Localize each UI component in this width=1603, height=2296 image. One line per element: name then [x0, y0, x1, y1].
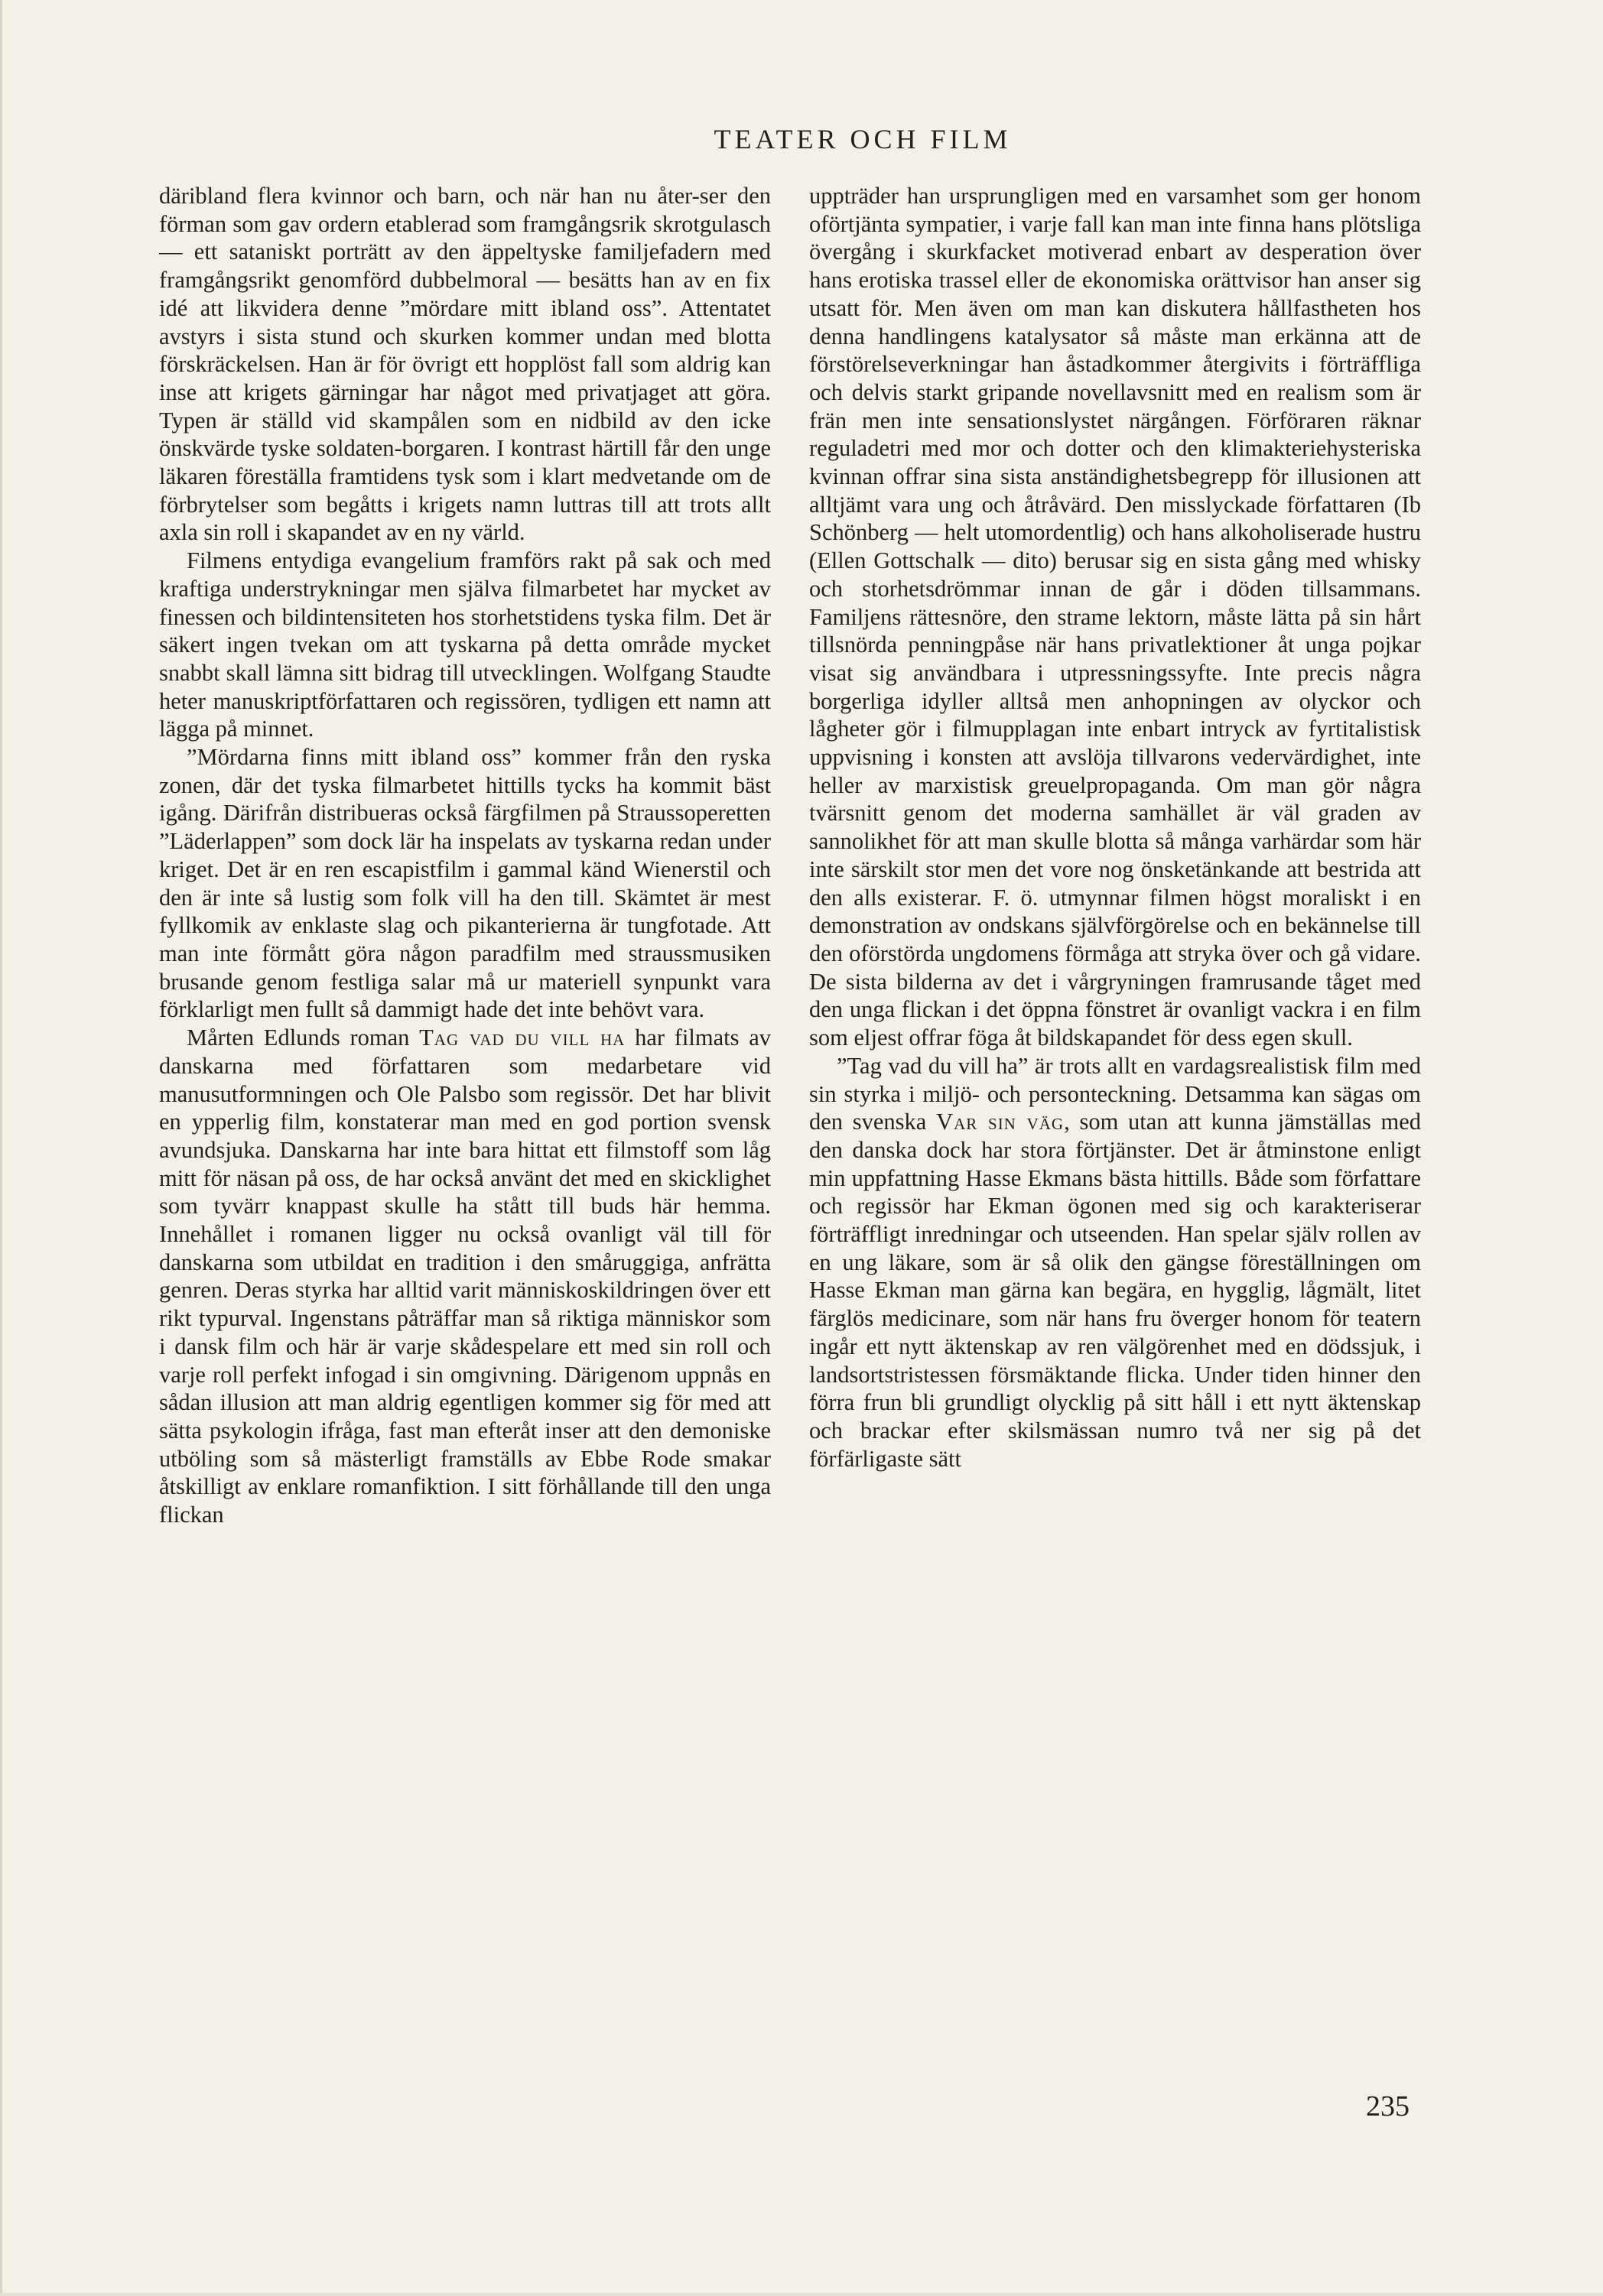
- paragraph-left-3: ”Mördarna finns mitt ibland oss” kommer från den ryska zonen, där det tyska filmarbetet hittills tycks ha kommit bäst igång. Därifrån distribueras också färgfilmen på Straussoperetten ”Läderlappen” som dock lär ha inspelats av tyskarna redan under kriget. Det är en ren escapistfilm i gammal känd Wienerstil och den är inte så lustig som folk vill ha den till. Skämtet är mest fyllkomik av enklaste slag och pikanterierna är tungfotade. Att man inte förmått göra någon paradfilm med straussmusiken brusande genom festliga salar må ur materiell synpunkt vara förklarligt men fullt så dammigt hade det inte behövt vara.: [159, 744, 771, 1023]
- page-edge-shadow: [0, 0, 2, 2296]
- page-number: 235: [1366, 2090, 1410, 2122]
- paragraph-left-4-lead: Mårten Edlunds roman: [187, 1025, 420, 1051]
- running-title: TEATER OCH FILM: [714, 124, 1012, 154]
- paragraph-left-1: däribland flera kvinnor och barn, och när han nu åter-ser den förman som gav ordern etablerad som framgångsrik skrotgulasch — ett sataniskt porträtt av den äppeltyske familjefadern med framgångsrikt genomförd dubbelmoral — besätts han av en fix idé att likvidera denne ”mördare mitt ibland oss”. Attentatet avstyrs i sista stund och skurken kommer undan med blotta förskräckelsen. Han är för övrigt ett hopplöst fall som aldrig kan inse att krigets gärningar har något med privatjaget att göra. Typen är ställd vid skampålen som en nidbild av den icke önskvärde tyske soldaten-borgaren. I kontrast härtill får den unge läkaren föreställa framtidens tysk som i klart medvetande om de förbrytelser som begåtts i krigets namn luttras till att trots allt axla sin roll i skapandet av en ny värld.: [159, 183, 771, 546]
- paragraph-right-2: [809, 1052, 1421, 1473]
- left-text-column: [159, 182, 771, 1529]
- film-title-var-sin-vag: Var sin väg: [936, 1109, 1065, 1135]
- film-title-tag-vad-du-vill-ha: Tag vad du vill ha: [419, 1025, 626, 1051]
- paragraph-left-2: Filmens entydiga evangelium framförs rakt på sak och med kraftiga understrykningar men själva filmarbetet har mycket av finessen och bildintensiteten hos storhetstidens tyska film. Det är säkert ingen tvekan om att tyskarna på detta område mycket snabbt skall lämna sitt bidrag till utvecklingen. Wolfgang Staudte heter manuskriptförfattaren och regissören, tydligen ett namn att lägga på minnet.: [159, 547, 771, 742]
- paragraph-right-1: uppträder han ursprungligen med en varsamhet som ger honom oförtjänta sympatier, i varje fall kan man inte finna hans plötsliga övergång i skurkfacket motiverad enbart av desperation över hans erotiska trassel eller de ekonomiska orättvisor han anser sig utsatt för. Men även om man kan diskutera hållfastheten hos denna handlingens katalysator så måste man erkänna att de förstörelseverkningar han åstadkommer återgivits i förträffliga och delvis starkt gripande novellavsnitt med en realism som är frän men inte sensationslystet närgången. Förföraren räknar reguladetri med mor och dotter och den klimakteriehysteriska kvinnan offrar sina sista anständighetsbegrepp för illusionen att alltjämt vara ung och åtråvärd. Den misslyckade författaren (Ib Schönberg — helt utomordentlig) och hans alkoholiserade hustru (Ellen Gottschalk — dito) berusar sig en sista gång med whisky och storhetsdrömmar innan de går i döden tillsammans. Familjens rättesnöre, den strame lektorn, måste lätta på sin hårt tillsnörda penningpåse när hans privatlektioner åt unga pojkar visat sig användbara i utpressningssyfte. Inte precis några borgerliga idyller alltså men anhopningen av olyckor och lågheter gör i filmupplagan inte enbart intryck av fyrtitalistisk uppvisning i konsten att avslöja tillvarons vedervärdighet, inte heller av marxistisk greuelpropaganda. Om man gör några tvärsnitt genom det moderna samhället är väl graden av sannolikhet för att man skulle blotta så många varhärdar som här inte särskilt stor men det vore nog önsketänkande att bestrida att den alls existerar. F. ö. utmynnar filmen högst moraliskt i en demonstration av ondskans självförgörelse och en bekännelse till den oförstörda ungdomens förmåga att stryka över och gå vidare. De sista bilderna av det i vårgryningen framrusande tåget med den unga flickan i det öppna fönstret är ovanligt vackra i en film som eljest offrar föga åt bildskapandet för dess egen skull.: [809, 183, 1421, 1051]
- right-text-column: [809, 182, 1421, 1473]
- paragraph-right-2-body: , som utan att kunna jämställas med den danska dock har stora förtjänster. Det är åtminstone enligt min uppfattning Hasse Ekmans bästa hittills. Både som författare och regissör har Ekman ögonen med sig och karakteriserar förträffligt inredningar och utseenden. Han spelar själv rollen av en ung läkare, som är så olik den gängse föreställningen om Hasse Ekman man gärna kan begära, en hygglig, lågmält, litet färglös medicinare, som när hans fru överger honom för teatern ingår ett nytt äktenskap av ren välgörenhet med en dödssjuk, i landsortstristessen försmäktande flicka. Under tiden hinner den förra frun bli grundligt olycklig på sitt håll i ett nytt äktenskap och brackar efter skilsmässan numro två ner sig på det förfärligaste sätt: [809, 1109, 1421, 1472]
- paragraph-right-2-lead: ”Tag vad du vill ha” är trots allt en vardagsrealistisk film med sin styrka i miljö- och personteckning. Detsamma kan sägas om den svenska: [809, 1052, 1421, 1135]
- page-bottom-edge: [0, 2293, 1603, 2296]
- paragraph-left-4: [159, 1024, 771, 1529]
- paragraph-left-4-body: har filmats av danskarna med författaren som medarbetare vid manusutformningen och Ole Palsbo som regissör. Det har blivit en ypperlig film, konstaterar man med en god portion svensk avundsjuka. Danskarna har inte bara hittat ett filmstoff som låg mitt för näsan på oss, de har också använt det med en skicklighet som tyvärr knappast skulle ha stått till buds här hemma. Innehållet i romanen ligger nu också ovanligt väl till för danskarna som utbildat en tradition i den småruggiga, anfrätta genren. Deras styrka har alltid varit människoskildringen över ett rikt typurval. Ingenstans påträffar man så riktiga människor som i dansk film och här är varje skådespelare ett med sin roll och varje roll perfekt infogad i sin omgivning. Därigenom uppnås en sådan illusion att man aldrig egentligen kommer sig för med att sätta psykologin ifråga, fast man efteråt inser att den demoniske utböling som så mästerligt framställs av Ebbe Rode smakar åtskilligt av enklare romanfiktion. I sitt förhållande till den unga flickan: [159, 1025, 771, 1528]
